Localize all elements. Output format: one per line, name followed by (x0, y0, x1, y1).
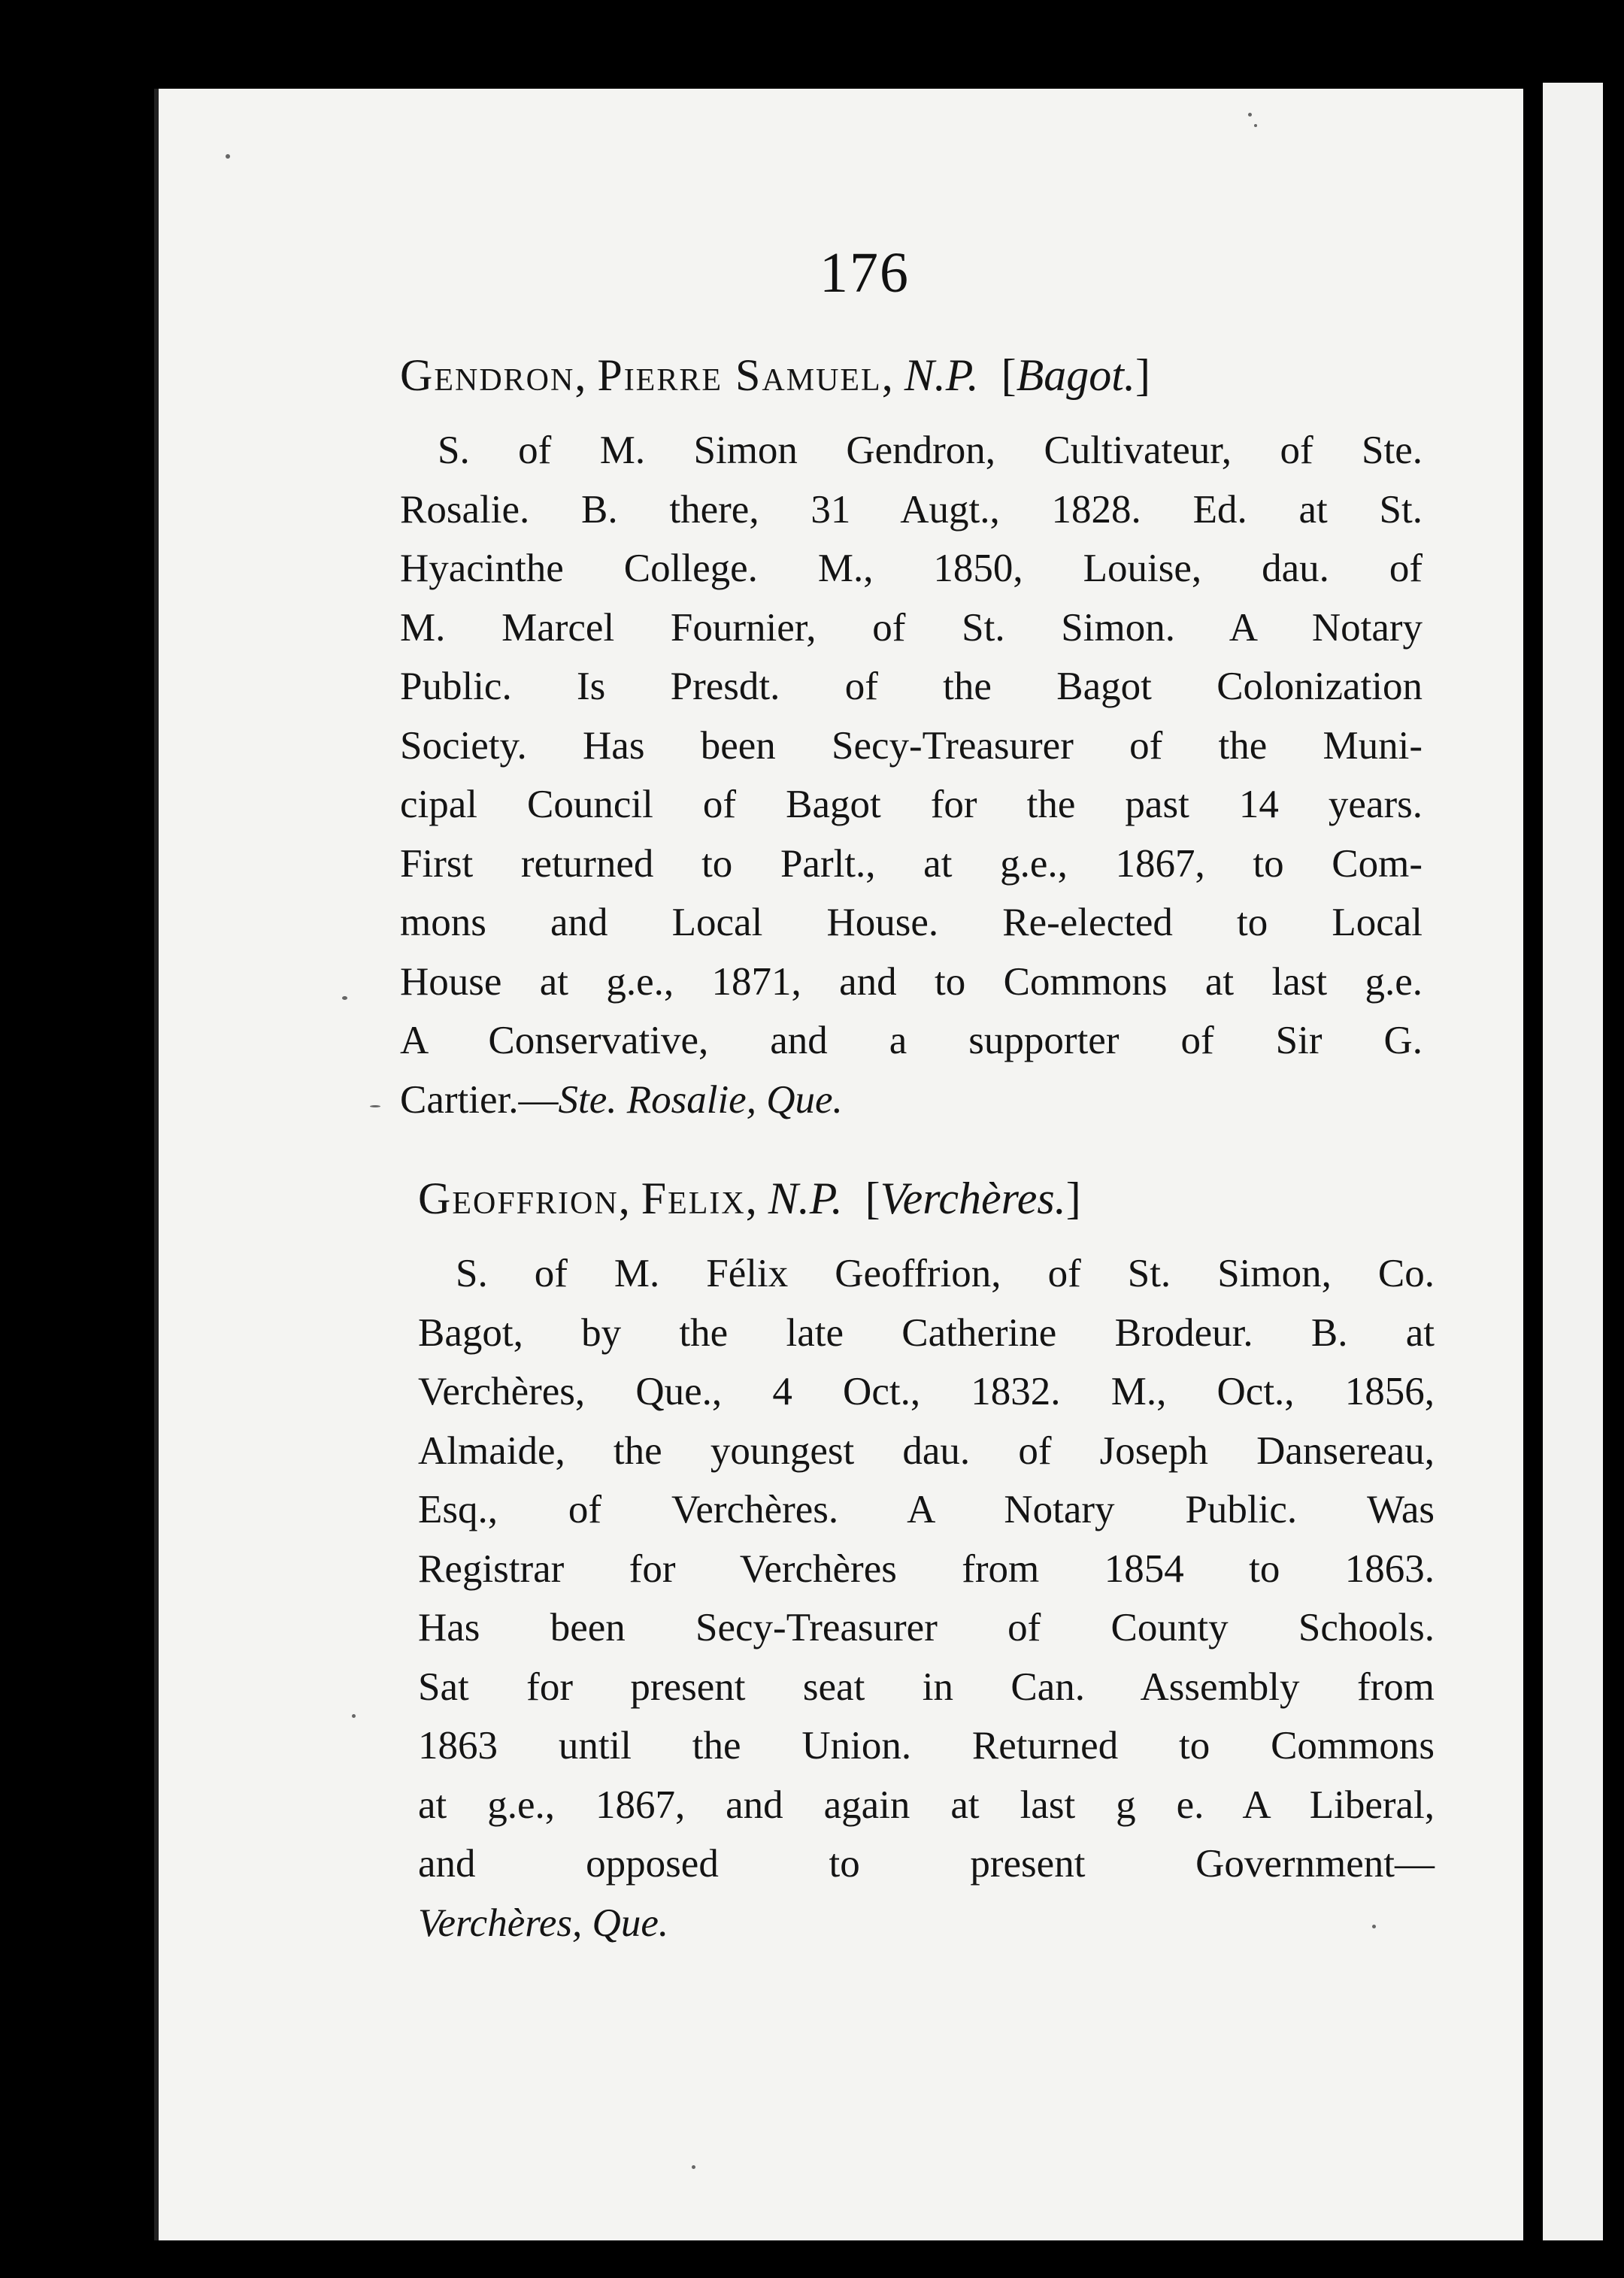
speck (370, 1105, 380, 1107)
page-number: 176 (820, 241, 910, 304)
speck (352, 1714, 356, 1718)
biography-entry (400, 346, 1423, 1129)
entry-line: Society. Has been Secy-Treasurer of the Muni- (400, 723, 1423, 768)
entry-line: at g.e., 1867, and again at last g e. A Liberal, (418, 1783, 1435, 1827)
entry-line: A Conservative, and a supporter of Sir G. (400, 1019, 1423, 1062)
entry-title: N.P. (904, 350, 979, 400)
entry-place: Ste. Rosalie, Que. (558, 1077, 843, 1122)
entry-line: Rosalie. B. there, 31 Augt., 1828. Ed. at St. (400, 487, 1423, 532)
entry-text (400, 421, 1423, 1129)
biography-entry (418, 1169, 1435, 1952)
entry-line: mons and Local House. Re-elected to Local (400, 901, 1423, 944)
entry-surname: Geoffrion (418, 1174, 619, 1223)
entry-line: cipal Council of Bagot for the past 14 years. (400, 783, 1423, 826)
speck (1372, 1925, 1376, 1928)
entry-heading: Geoffrion, Felix, N.P. [Verchères.] (418, 1174, 1081, 1223)
entry-line: Verchères, Que., 4 Oct., 1832. M., Oct., 1856, (418, 1370, 1435, 1413)
entry-heading: Gendron, Pierre Samuel, N.P. [Bagot.] (400, 350, 1150, 400)
speck (1248, 113, 1252, 117)
entry-surname: Gendron (400, 350, 575, 400)
entry-line: Hyacinthe College. M., 1850, Louise, dau. of (400, 547, 1423, 590)
speck (692, 2165, 695, 2169)
entry-line: Has been Secy-Treasurer of County Schools. (418, 1606, 1435, 1649)
speck (342, 996, 347, 1000)
entry-given-name: Felix (641, 1174, 746, 1223)
speck (226, 154, 230, 159)
entry-line: Cartier.— (400, 1077, 559, 1122)
speck (1254, 124, 1257, 127)
entry-line-last (418, 1894, 1435, 1953)
entry-given-name: Pierre Samuel (597, 350, 882, 400)
entry-line: Bagot, by the late Catherine Brodeur. B. at (418, 1310, 1435, 1355)
entry-line: and opposed to present Government— (418, 1842, 1435, 1886)
entry-line: House at g.e., 1871, and to Commons at last g.e. (400, 959, 1423, 1004)
entry-place: Verchères, Que. (418, 1901, 669, 1945)
entry-line: Public. Is Presdt. of the Bagot Colonization (400, 665, 1423, 708)
adjacent-page-edge (1543, 83, 1603, 2240)
entry-title: N.P. (768, 1174, 843, 1223)
entry-line: 1863 until the Union. Returned to Commons (418, 1724, 1435, 1768)
entry-line: Sat for present seat in Can. Assembly from (418, 1665, 1435, 1709)
entry-constituency: Bagot. (1016, 350, 1135, 400)
entry-line: Registrar for Verchères from 1854 to 1863. (418, 1546, 1435, 1591)
entry-line: M. Marcel Fournier, of St. Simon. A Notary (400, 605, 1423, 650)
entry-line: S. of M. Félix Geoffrion, of St. Simon, Co. (456, 1252, 1435, 1295)
entry-line: Almaide, the youngest dau. of Joseph Dansereau, (418, 1428, 1435, 1473)
entry-line-last (400, 1071, 1423, 1130)
entry-line: Esq., of Verchères. A Notary Public. Was (418, 1488, 1435, 1531)
entry-line: S. of M. Simon Gendron, Cultivateur, of Ste. (438, 429, 1423, 472)
entry-text (418, 1244, 1435, 1952)
entry-line: First returned to Parlt., at g.e., 1867, to Com- (400, 841, 1423, 886)
entry-constituency: Verchères. (880, 1174, 1066, 1223)
